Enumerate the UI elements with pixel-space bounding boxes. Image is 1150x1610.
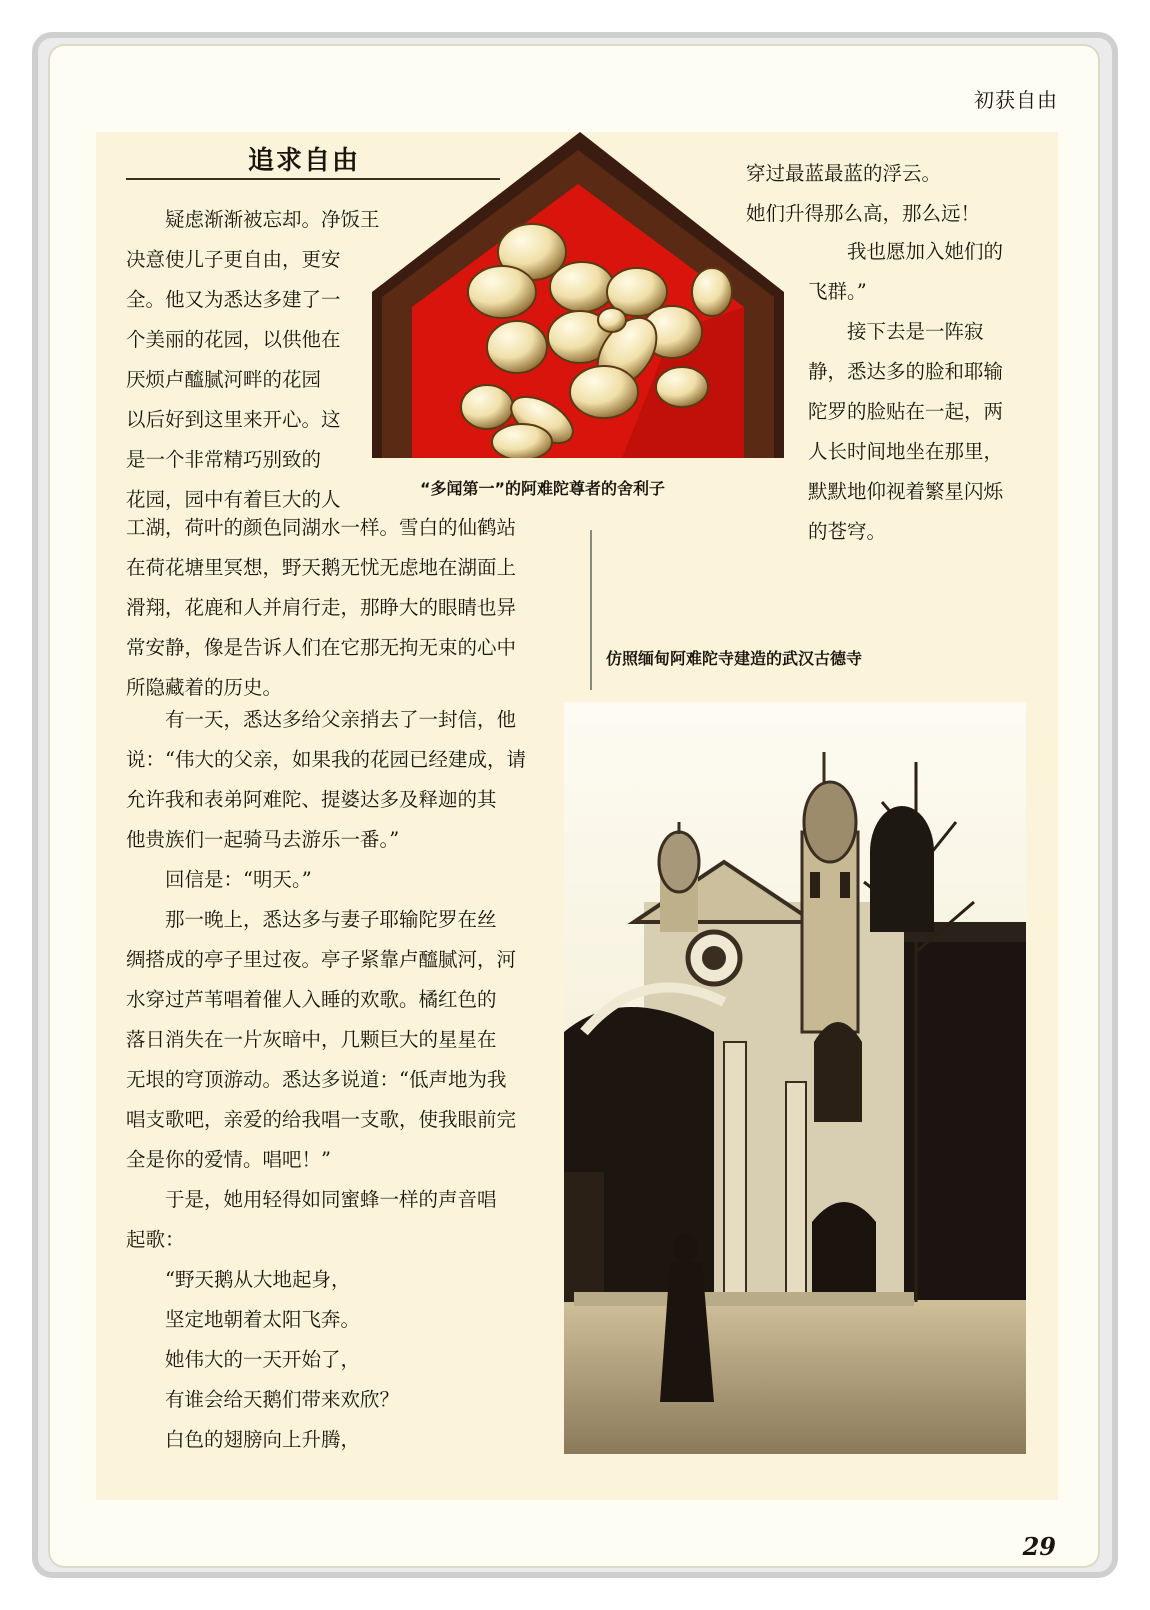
text-line: 飞群。” — [808, 280, 867, 303]
text-line: 她们升得那么高，那么远！ — [746, 202, 981, 225]
text-line: 水穿过芦苇唱着催人入睡的欢歌。橘红色的 — [126, 988, 497, 1011]
text-line: 陀罗的脸贴在一起，两 — [808, 400, 1004, 423]
text-line: 那一晚上，悉达多与妻子耶输陀罗在丝 — [126, 908, 497, 931]
text-line: 无垠的穹顶游动。悉达多说道：“低声地为我 — [126, 1068, 507, 1091]
relics-photo — [372, 132, 784, 458]
right-column-top — [746, 154, 980, 234]
text-line: 个美丽的花园，以供他在 — [126, 328, 341, 351]
text-line: 在荷花塘里冥想，野天鹅无忧无虑地在湖面上 — [126, 556, 517, 579]
right-column-narrow — [808, 232, 1003, 552]
text-line: 绸搭成的亭子里过夜。亭子紧靠卢醯腻河，河 — [126, 948, 517, 971]
relics-caption: “多闻第一”的阿难陀尊者的舍利子 — [420, 479, 666, 498]
temple-caption: 仿照缅甸阿难陀寺建造的武汉古德寺 — [606, 649, 863, 668]
section-header: 初获自由 — [974, 88, 1058, 112]
text-line: 所隐藏着的历史。 — [126, 676, 283, 699]
text-line: 起歌： — [126, 1228, 185, 1251]
text-line: 穿过最蓝最蓝的浮云。 — [746, 162, 942, 185]
text-line: 说：“伟大的父亲，如果我的花园已经建成，请 — [126, 748, 526, 771]
text-line: 于是，她用轻得如同蜜蜂一样的声音唱 — [126, 1188, 497, 1211]
left-column-bottom — [126, 700, 526, 1460]
text-line: 厌烦卢醯腻河畔的花园 — [126, 368, 322, 391]
caption-divider — [590, 530, 592, 690]
text-line: 接下去是一阵寂 — [808, 320, 984, 343]
text-line: 她伟大的一天开始了， — [126, 1348, 361, 1371]
text-line: 疑虑渐渐被忘却。净饭王 — [126, 208, 380, 231]
text-line: 花园，园中有着巨大的人 — [126, 488, 341, 511]
text-line: 落日消失在一片灰暗中，几颗巨大的星星在 — [126, 1028, 497, 1051]
text-line: 有一天，悉达多给父亲捎去了一封信，他 — [126, 708, 517, 731]
text-line: 我也愿加入她们的 — [808, 240, 1004, 263]
text-line: 白色的翅膀向上升腾， — [126, 1428, 361, 1451]
text-line: 回信是：“明天。” — [126, 868, 312, 891]
text-line: 默默地仰视着繁星闪烁 — [808, 480, 1004, 503]
text-line: 是一个非常精巧别致的 — [126, 448, 322, 471]
text-line: 人长时间地坐在那里， — [808, 440, 1004, 463]
text-line: 滑翔，花鹿和人并肩行走，那睁大的眼睛也异 — [126, 596, 517, 619]
page-number: 29 — [1022, 1532, 1056, 1561]
left-column-top — [126, 200, 380, 520]
temple-photo — [564, 702, 1026, 1454]
text-line: “野天鹅从大地起身， — [126, 1268, 351, 1291]
text-line: 决意使儿子更自由，更安 — [126, 248, 341, 271]
text-line: 的苍穹。 — [808, 520, 887, 543]
text-line: 有谁会给天鹅们带来欢欣？ — [126, 1388, 400, 1411]
article-title: 追求自由 — [248, 146, 361, 176]
text-line: 工湖，荷叶的颜色同湖水一样。雪白的仙鹤站 — [126, 516, 517, 539]
text-line: 他贵族们一起骑马去游乐一番。” — [126, 828, 400, 851]
text-line: 全是你的爱情。唱吧！” — [126, 1148, 331, 1171]
text-line: 唱支歌吧，亲爱的给我唱一支歌，使我眼前完 — [126, 1108, 517, 1131]
text-line: 静，悉达多的脸和耶输 — [808, 360, 1004, 383]
text-line: 允许我和表弟阿难陀、提婆达多及释迦的其 — [126, 788, 497, 811]
left-column-mid — [126, 508, 516, 708]
text-line: 坚定地朝着太阳飞奔。 — [126, 1308, 361, 1331]
text-line: 以后好到这里来开心。这 — [126, 408, 341, 431]
text-line: 全。他又为悉达多建了一 — [126, 288, 341, 311]
text-line: 常安静，像是告诉人们在它那无拘无束的心中 — [126, 636, 517, 659]
